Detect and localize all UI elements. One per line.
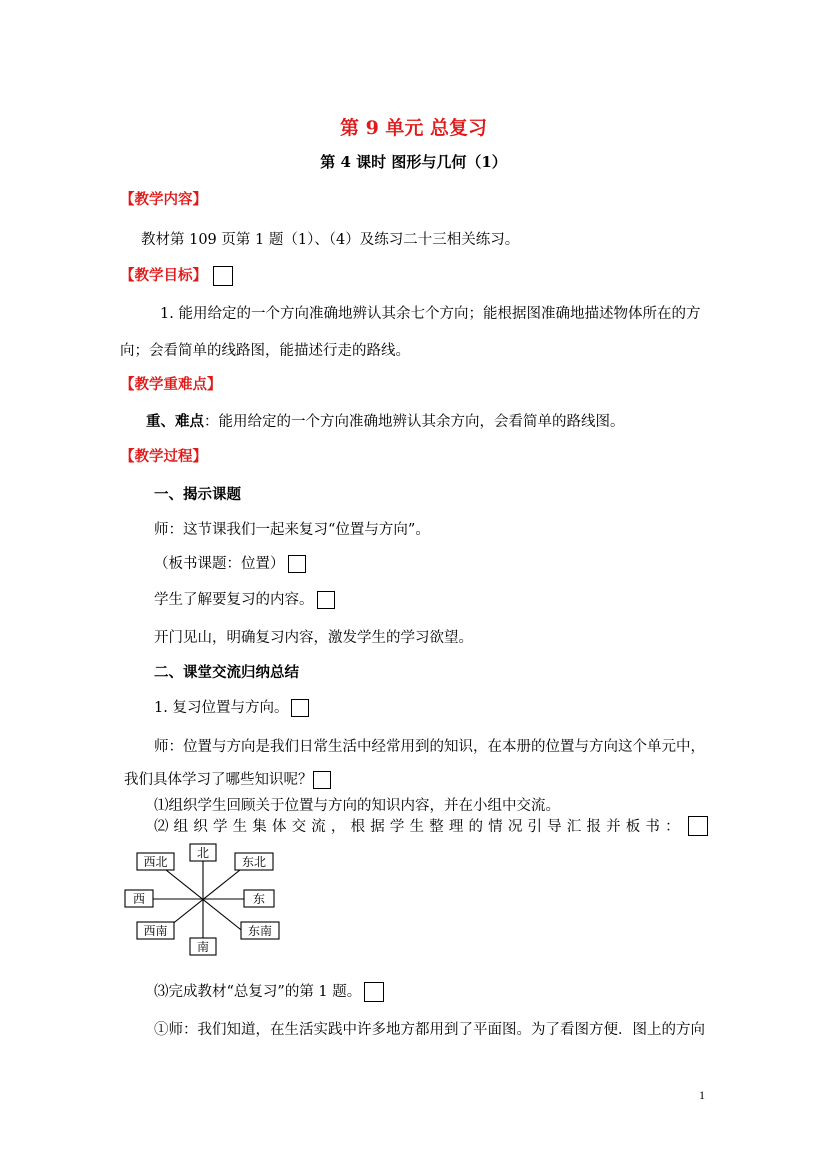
section-heading-goal-label: 【教学目标】 xyxy=(120,267,207,284)
step2-item-2-char: ⑵ xyxy=(154,819,169,835)
step2-item-3-text: ⑶完成教材“总复习”的第 1 题。 xyxy=(154,984,362,1000)
step2-heading: 二、课堂交流归纳总结 xyxy=(154,664,299,681)
section-heading-goal xyxy=(120,264,233,286)
step2-item-2-char: 流 xyxy=(311,819,326,835)
key-points xyxy=(146,410,625,431)
step2-item-2-char: ， xyxy=(330,819,346,835)
step2-item-2-char: 并 xyxy=(606,819,621,835)
step2-item-2-char: 的 xyxy=(468,819,483,835)
step2-paragraph-2-line-1: 师：位置与方向是我们日常生活中经常用到的知识，在本册的位置与方向这个单元中， xyxy=(154,739,705,755)
northeast-label: 东北 xyxy=(241,855,267,869)
step2-item-2-char: 汇 xyxy=(566,819,582,835)
step2-item-2-char: 织 xyxy=(193,819,208,835)
step2-paragraph-1 xyxy=(154,696,309,717)
west-label: 西 xyxy=(132,892,146,906)
step2-item-2-char: 况 xyxy=(507,819,523,835)
section-heading-process: 【教学过程】 xyxy=(120,448,207,465)
southeast-label: 东南 xyxy=(247,924,273,938)
step2-item-2-char: 据 xyxy=(370,819,385,835)
step2-item-2-char: 学 xyxy=(212,819,228,835)
east-label: 东 xyxy=(252,892,266,906)
step2-paragraph-2-line-2 xyxy=(124,768,331,789)
checkbox[interactable] xyxy=(688,816,708,836)
step2-item-2 xyxy=(154,815,708,836)
step2-item-2-char: 体 xyxy=(271,819,287,835)
step2-item-2-char: 引 xyxy=(527,819,542,835)
step2-item-2-char: 集 xyxy=(252,819,267,835)
step1-paragraph-4: 开门见山，明确复习内容，激发学生的学习欲望。 xyxy=(154,630,473,646)
step1-paragraph-1: 师：这节课我们一起来复习“位置与方向”。 xyxy=(154,522,430,538)
step1-paragraph-3 xyxy=(154,588,335,609)
southwest-label: 西南 xyxy=(143,924,168,938)
section-heading-content: 【教学内容】 xyxy=(120,191,207,208)
key-text: ：能用给定的一个方向准确地辨认其余方向，会看简单的路线图。 xyxy=(204,414,625,430)
content-text: 教材第 109 页第 1 题（1）、（4）及练习二十三相关练习。 xyxy=(141,232,520,248)
checkbox[interactable] xyxy=(288,555,306,573)
step2-item-3 xyxy=(154,980,384,1002)
step2-item-2-char: 情 xyxy=(488,819,503,835)
compass-diagram xyxy=(120,842,290,958)
step2-item-2-char: 交 xyxy=(291,819,307,835)
step1-paragraph-3-text: 学生了解要复习的内容。 xyxy=(154,592,314,608)
step2-item-2-char: 生 xyxy=(232,819,248,835)
step2-item-2-char: 整 xyxy=(429,819,444,835)
step2-item-2-char: 理 xyxy=(448,819,464,835)
step2-item-2-char: 书 xyxy=(645,819,660,835)
checkbox[interactable] xyxy=(313,771,331,789)
south-label: 南 xyxy=(196,940,210,954)
step2-item-2-char: 生 xyxy=(409,819,425,835)
goal-line-1: 1. 能用给定的一个方向准确地辨认其余七个方向；能根据图准确地描述物体所在的方 xyxy=(160,306,701,322)
step2-item-2-char: 组 xyxy=(173,819,189,835)
step2-item-2-char: 导 xyxy=(547,819,562,835)
step2-paragraph-1-text: 1. 复习位置与方向。 xyxy=(154,700,289,716)
step2-item-2-char: 学 xyxy=(389,819,405,835)
step1-heading: 一、揭示课题 xyxy=(154,486,241,503)
section-heading-key: 【教学重难点】 xyxy=(120,376,222,393)
goal-line-2: 向；会看简单的线路图，能描述行走的路线。 xyxy=(120,343,410,359)
key-label: 重、难点 xyxy=(146,413,204,430)
northwest-label: 西北 xyxy=(143,855,168,869)
step2-item-2-char: 板 xyxy=(625,819,641,835)
page-number: 1 xyxy=(699,1088,705,1102)
step2-item-4: ①师：我们知道，在生活实践中许多地方都用到了平面图。为了看图方便．图上的方向 xyxy=(154,1022,705,1038)
step1-paragraph-2-text: （板书课题：位置） xyxy=(154,556,285,572)
step2-paragraph-2-line-2-text: 我们具体学习了哪些知识呢？ xyxy=(124,772,313,788)
page-title: 第 9 单元 总复习 xyxy=(339,117,488,139)
step2-item-1: ⑴组织学生回顾关于位置与方向的知识内容，并在小组中交流。 xyxy=(154,798,560,814)
step2-item-2-char: 报 xyxy=(586,819,601,835)
checkbox[interactable] xyxy=(291,699,309,717)
lesson-subtitle: 第 4 课时 图形与几何（1） xyxy=(320,153,507,171)
north-label: 北 xyxy=(196,846,210,860)
checkbox[interactable] xyxy=(213,266,233,286)
checkbox[interactable] xyxy=(317,591,335,609)
step2-item-2-char: 根 xyxy=(350,819,366,835)
checkbox[interactable] xyxy=(364,982,384,1002)
step1-paragraph-2 xyxy=(154,552,306,573)
step2-item-2-char: ： xyxy=(665,819,680,835)
